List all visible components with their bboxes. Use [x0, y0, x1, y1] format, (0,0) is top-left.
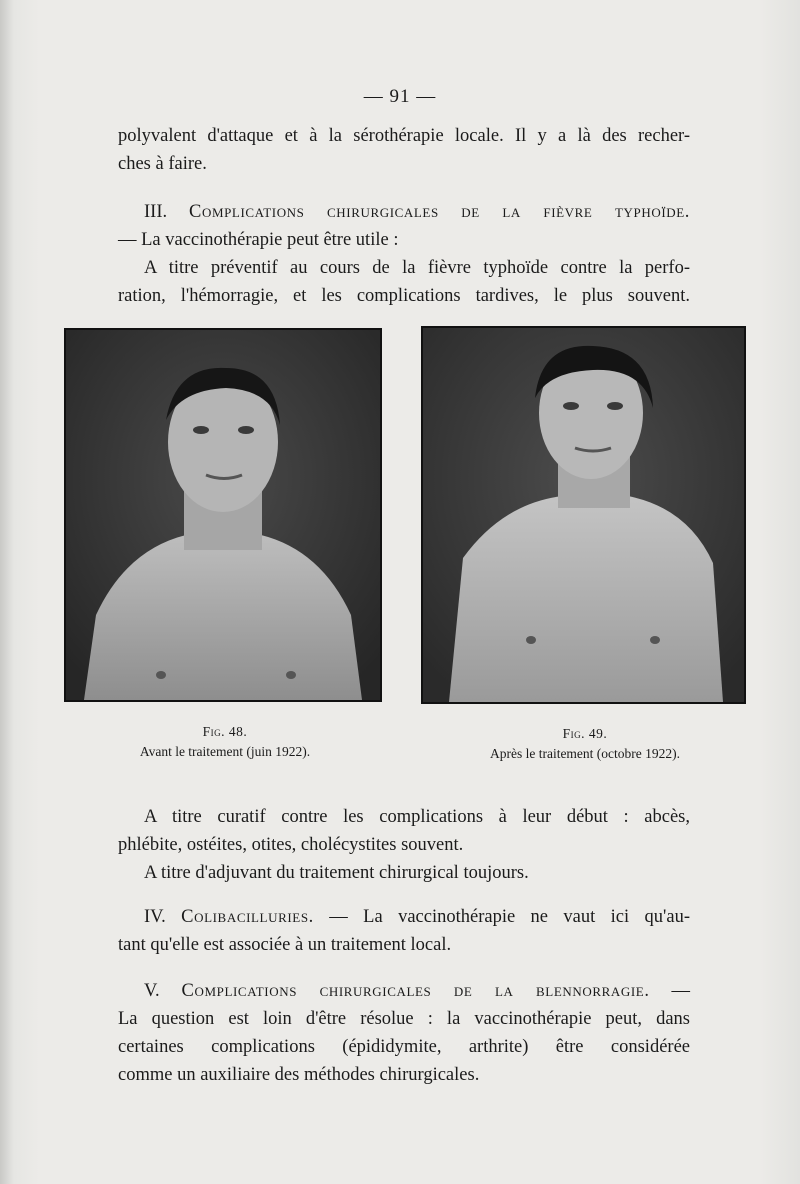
section-heading [118, 977, 690, 1005]
text-line: comme un auxiliaire des méthodes chirurgicales. [118, 1065, 480, 1085]
caption-figure-48 [100, 722, 350, 762]
section-numeral: III. [144, 202, 168, 222]
section-iv [118, 903, 690, 959]
text-line: certaines complications (épididymite, arthrite) être considérée [118, 1037, 690, 1057]
text-fragment: — [671, 981, 690, 1001]
section-iii [118, 198, 690, 310]
figure-caption: Avant le traitement (juin 1922). [139, 744, 311, 759]
page-number: — 91 — [363, 86, 437, 107]
photo-figure-49 [421, 326, 746, 704]
figure-number: Fig. 49. [562, 726, 608, 741]
paragraph-curatif [118, 803, 690, 887]
text-line: A titre curatif contre les complications à leur début : abcès, [144, 807, 690, 827]
photo-figure-48 [64, 328, 382, 702]
section-heading [118, 903, 690, 931]
section-numeral: IV. [144, 907, 166, 927]
section-title: Complications chirurgicales de la blennorragie. [181, 981, 650, 1001]
text-fragment: — La vaccinothérapie ne vaut ici qu'au- [329, 907, 690, 927]
portrait-after-image [423, 328, 744, 702]
section-numeral: V. [144, 981, 160, 1001]
section-title: Complications chirurgicales de la fièvre typhoïde. [189, 202, 690, 222]
text-line: — La vaccinothérapie peut être utile : [118, 230, 399, 250]
text-line: A titre d'adjuvant du traitement chirurgical toujours. [144, 863, 529, 883]
figure-number: Fig. 48. [202, 724, 248, 739]
text-line: La question est loin d'être résolue : la vaccinothérapie peut, dans [118, 1009, 690, 1029]
caption-figure-49 [455, 724, 715, 764]
text-line: phlébite, ostéites, otites, cholécystites souvent. [118, 835, 464, 855]
paragraph-intro [118, 122, 690, 178]
section-title: Colibacilluries. [181, 907, 314, 927]
text-line: polyvalent d'attaque et à la sérothérapie locale. Il y a là des recher- [118, 126, 690, 146]
section-heading [118, 198, 690, 226]
figure-caption: Après le traitement (octobre 1922). [489, 746, 681, 761]
text-line: A titre préventif au cours de la fièvre typhoïde contre la perfo- [144, 258, 690, 278]
text-line: ches à faire. [118, 154, 207, 174]
section-v [118, 977, 690, 1089]
text-line: tant qu'elle est associée à un traitement local. [118, 935, 452, 955]
portrait-before-image [66, 330, 380, 700]
text-line: ration, l'hémorragie, et les complications tardives, le plus souvent. [118, 286, 690, 306]
